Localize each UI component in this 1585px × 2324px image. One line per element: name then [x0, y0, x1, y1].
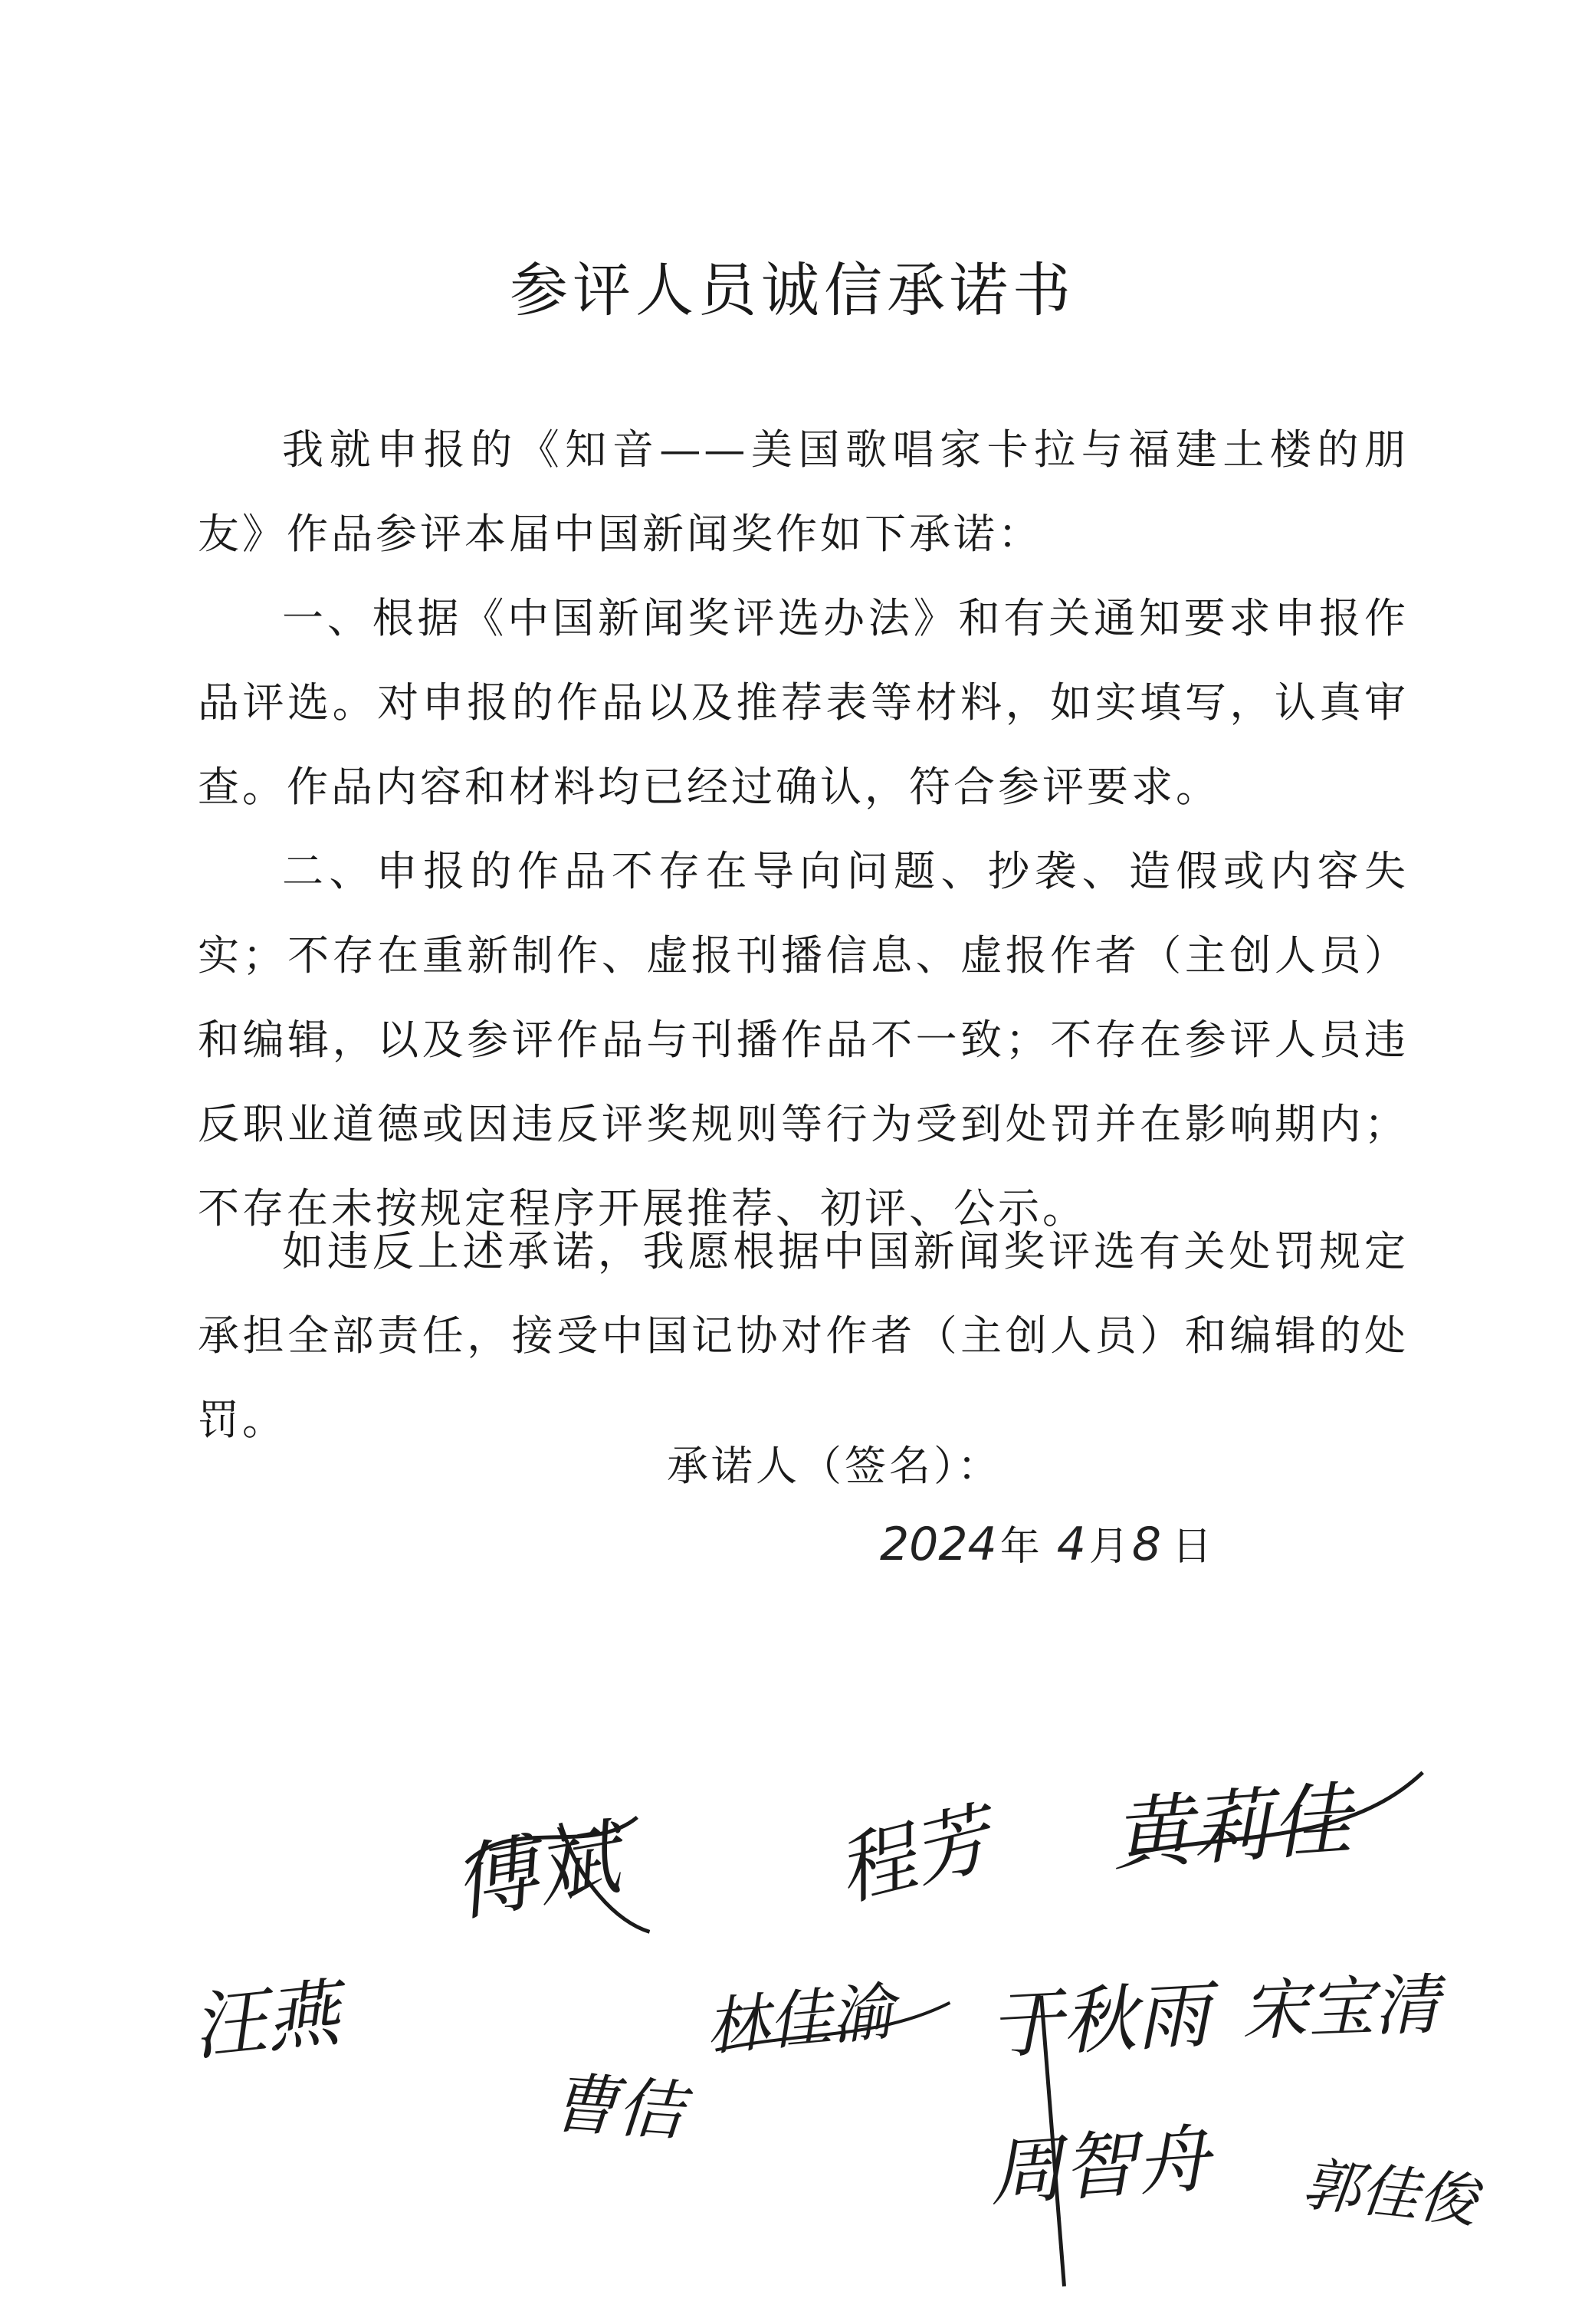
signature-7: 于秋雨	[986, 1957, 1213, 2073]
signature-5: 程芳	[828, 1793, 999, 1918]
signature-9: 周智舟	[986, 2116, 1213, 2217]
promisor-signature-label: 承诺人（签名）：	[667, 1442, 1002, 1490]
signing-date	[880, 1514, 1215, 1571]
signature-2: 傅斌	[443, 1791, 627, 1937]
date-year: 2024	[880, 1518, 997, 1571]
intro-paragraph: 我就申报的《知音——美国歌唱家卡拉与福建土楼的朋友》作品参评本届中国新闻奖作如下承诺：	[198, 425, 1409, 558]
date-day: 8	[1131, 1518, 1162, 1571]
date-day-unit: 日	[1172, 1524, 1213, 1570]
date-month: 4	[1056, 1518, 1086, 1571]
signature-4: 林佳渝	[701, 1962, 897, 2068]
signature-6: 黄莉佳	[1108, 1754, 1354, 1886]
closing-paragraph: 如违反上述承诺，我愿根据中国新闻奖评选有关处罚规定承担全部责任，接受中国记协对作者（主创人员）和编辑的处罚。	[198, 1227, 1409, 1444]
signature-area	[0, 1732, 1585, 2299]
signature-10: 郭佳俊	[1299, 2149, 1481, 2236]
clause-two-paragraph: 二、申报的作品不存在导向问题、抄袭、造假或内容失实；不存在重新制作、虚报刊播信息、虚报作者（主创人员）和编辑，以及参评作品与刊播作品不一致；不存在参评人员违反职业道德或因违反评奖规则等行为受到处罚并在影响期内；不存在未按规定程序开展推荐、初评、公示。	[198, 847, 1409, 1233]
signature-3: 曹佶	[549, 2065, 686, 2151]
signature-1: 汪燕	[188, 1970, 344, 2071]
date-year-unit: 年	[999, 1524, 1040, 1570]
clause-one-paragraph: 一、根据《中国新闻奖评选办法》和有关通知要求申报作品评选。对申报的作品以及推荐表等材料，如实填写，认真审查。作品内容和材料均已经过确认，符合参评要求。	[198, 594, 1409, 811]
signature-8: 宋宝清	[1240, 1966, 1441, 2050]
document-title: 参评人员诚信承诺书	[510, 256, 1075, 324]
date-month-unit: 月	[1088, 1524, 1129, 1570]
